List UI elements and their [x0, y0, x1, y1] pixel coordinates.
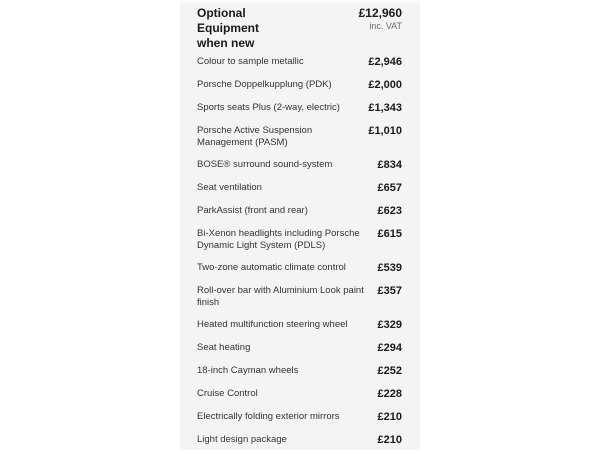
- item-label: Porsche Active Suspension Management (PASM): [197, 125, 313, 148]
- item-price: £252: [377, 365, 402, 377]
- list-item: [197, 56, 402, 79]
- item-price: £657: [377, 182, 402, 194]
- item-price: £294: [377, 342, 402, 354]
- panel-header: [197, 6, 402, 51]
- item-label: Seat heating: [197, 342, 251, 353]
- item-price: £357: [377, 285, 402, 297]
- item-price: £1,010: [368, 125, 402, 137]
- list-item: [197, 388, 402, 411]
- list-item: [197, 79, 402, 102]
- equipment-list: [197, 56, 402, 457]
- item-label: ParkAssist (front and rear): [197, 205, 308, 216]
- item-label: Electrically folding exterior mirrors: [197, 411, 340, 422]
- list-item: [197, 365, 402, 388]
- list-item: [197, 434, 402, 457]
- list-item: [197, 411, 402, 434]
- item-label: 18-inch Cayman wheels: [197, 365, 299, 376]
- item-price: £210: [377, 434, 402, 446]
- section-title: Optional Equipment when new: [197, 6, 259, 50]
- list-item: [197, 285, 402, 319]
- item-price: £329: [377, 319, 402, 331]
- list-item: [197, 102, 402, 125]
- vat-note: inc. VAT: [369, 21, 402, 31]
- item-price: £615: [377, 228, 402, 240]
- list-item: [197, 182, 402, 205]
- item-price: £539: [377, 262, 402, 274]
- total-block: [359, 6, 402, 32]
- list-item: [197, 319, 402, 342]
- item-label: Seat ventilation: [197, 182, 262, 193]
- item-price: £2,000: [368, 79, 402, 91]
- optional-equipment-panel: [180, 0, 420, 450]
- list-item: [197, 228, 402, 262]
- list-item: [197, 205, 402, 228]
- total-price: £12,960: [358, 6, 402, 20]
- item-label: Cruise Control: [197, 388, 258, 399]
- item-label: Colour to sample metallic: [197, 56, 304, 67]
- item-price: £228: [377, 388, 402, 400]
- list-item: [197, 262, 402, 285]
- item-label: Roll-over bar with Aluminium Look paint finish: [197, 285, 364, 308]
- item-price: £623: [377, 205, 402, 217]
- item-label: Heated multifunction steering wheel: [197, 319, 348, 330]
- item-price: £834: [377, 159, 402, 171]
- item-label: Porsche Doppelkupplung (PDK): [197, 79, 332, 90]
- item-price: £1,343: [368, 102, 402, 114]
- item-label: Light design package: [197, 434, 287, 445]
- list-item: [197, 125, 402, 159]
- item-price: £2,946: [368, 56, 402, 68]
- item-label: Bi-Xenon headlights including Porsche Dynamic Light System (PDLS): [197, 228, 360, 251]
- list-item: [197, 342, 402, 365]
- item-label: Two-zone automatic climate control: [197, 262, 346, 273]
- list-item: [197, 159, 402, 182]
- item-price: £210: [377, 411, 402, 423]
- item-label: BOSE® surround sound-system: [197, 159, 333, 170]
- item-label: Sports seats Plus (2-way, electric): [197, 102, 340, 113]
